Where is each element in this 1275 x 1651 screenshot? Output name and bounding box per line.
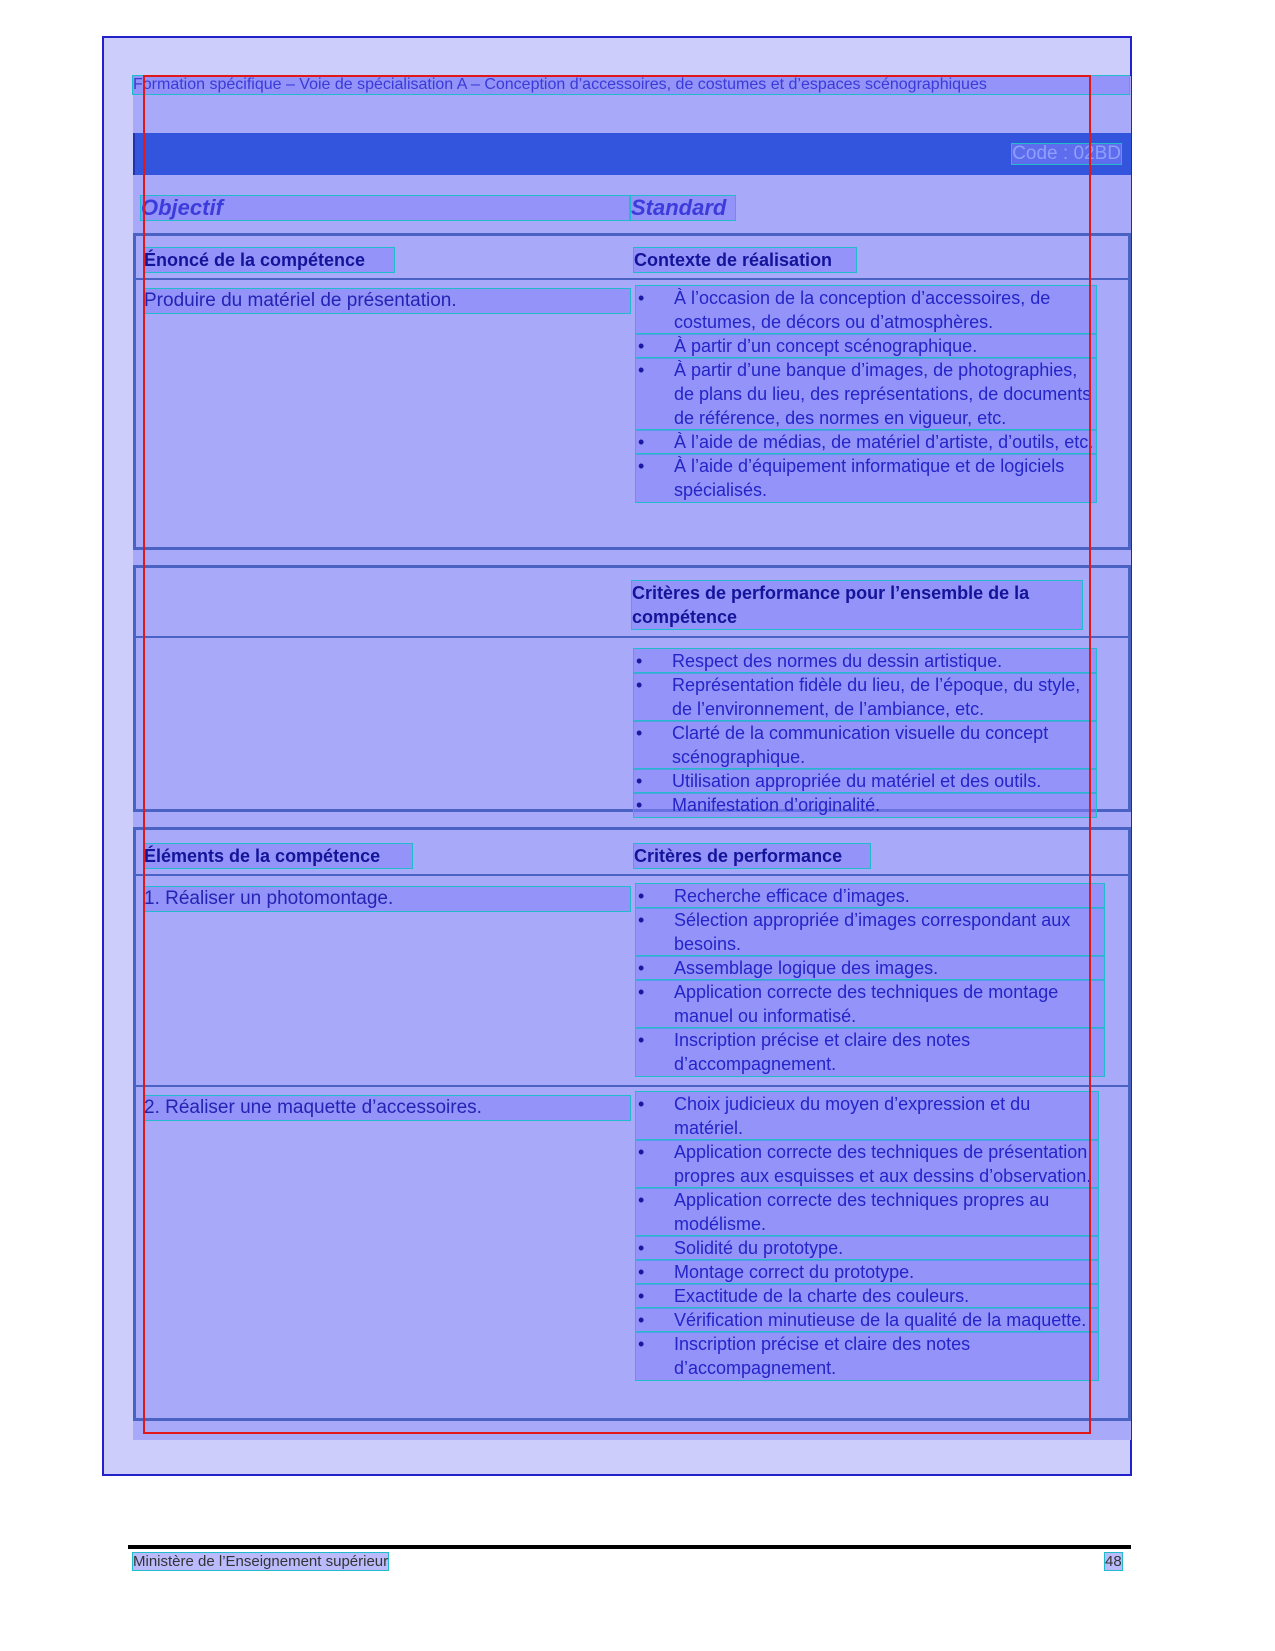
criteria-item: • Choix judicieux du moyen d’expression et du matériel. bbox=[636, 1092, 1098, 1140]
competency-code: Code : 02BD bbox=[1012, 143, 1121, 164]
criteria-item: • Assemblage logique des images. bbox=[636, 956, 1104, 980]
criteria-item: • Respect des normes du dessin artistique. bbox=[634, 649, 1096, 673]
criteria-item: • Application correcte des techniques de présentation propres aux esquisses et aux dessins d’observation. bbox=[636, 1140, 1098, 1188]
criteria-item: • Inscription précise et claire des notes d’accompagnement. bbox=[636, 1028, 1104, 1076]
criteria-item: • Clarté de la communication visuelle du concept scénographique. bbox=[634, 721, 1096, 769]
criteria-item: • Représentation fidèle du lieu, de l’époque, du style, de l’environnement, de l’ambiance, etc. bbox=[634, 673, 1096, 721]
criteria-item: • Vérification minutieuse de la qualité de la maquette. bbox=[636, 1308, 1098, 1332]
overall-criteria-list bbox=[634, 649, 1096, 817]
context-item: • À l’occasion de la conception d’accessoires, de costumes, de décors ou d’atmosphères. bbox=[636, 286, 1096, 334]
criteria-item: • Exactitude de la charte des couleurs. bbox=[636, 1284, 1098, 1308]
context-heading: Contexte de réalisation bbox=[634, 248, 856, 272]
footer-rule bbox=[128, 1545, 1131, 1549]
row-separator bbox=[136, 1085, 1128, 1087]
element-2-criteria-list bbox=[636, 1092, 1098, 1380]
running-header: Formation spécifique – Voie de spécialisation A – Conception d’accessoires, de costumes et d’espaces scénographiques bbox=[133, 76, 1129, 94]
element-1: 1. Réaliser un photomontage. bbox=[144, 887, 630, 911]
context-item: • À partir d’un concept scénographique. bbox=[636, 334, 1096, 358]
criteria-item: • Montage correct du prototype. bbox=[636, 1260, 1098, 1284]
footer-ministry: Ministère de l’Enseignement supérieur bbox=[133, 1553, 389, 1570]
performance-criteria-heading: Critères de performance bbox=[634, 844, 870, 868]
criteria-item: • Utilisation appropriée du matériel et des outils. bbox=[634, 769, 1096, 793]
competence-section bbox=[133, 233, 1131, 550]
criteria-item: • Solidité du prototype. bbox=[636, 1236, 1098, 1260]
code-bar bbox=[133, 133, 1131, 175]
criteria-item: • Manifestation d’originalité. bbox=[634, 793, 1096, 817]
competence-statement: Produire du matériel de présentation. bbox=[144, 289, 630, 313]
context-item: • À partir d’une banque d’images, de photographies, de plans du lieu, des représentations, de documents de référence, des normes en vigueur, etc. bbox=[636, 358, 1096, 430]
overall-criteria-section bbox=[133, 565, 1131, 815]
page-number: 48 bbox=[1105, 1553, 1122, 1570]
overall-criteria-heading: Critères de performance pour l’ensemble de la compétence bbox=[632, 581, 1082, 629]
element-1-criteria-list bbox=[636, 884, 1104, 1076]
criteria-item: • Sélection appropriée d’images correspondant aux besoins. bbox=[636, 908, 1104, 956]
element-2: 2. Réaliser une maquette d’accessoires. bbox=[144, 1096, 630, 1120]
elements-heading: Éléments de la compétence bbox=[144, 844, 412, 868]
criteria-item: • Application correcte des techniques de montage manuel ou informatisé. bbox=[636, 980, 1104, 1028]
context-list bbox=[636, 286, 1096, 502]
objective-column-title: Objectif bbox=[141, 196, 629, 220]
context-item: • À l’aide de médias, de matériel d’artiste, d’outils, etc. bbox=[636, 430, 1096, 454]
statement-heading: Énoncé de la compétence bbox=[144, 248, 394, 272]
elements-section bbox=[133, 827, 1131, 1421]
context-item: • À l’aide d’équipement informatique et de logiciels spécialisés. bbox=[636, 454, 1096, 502]
standard-column-title: Standard bbox=[631, 196, 735, 220]
criteria-item: • Inscription précise et claire des notes d’accompagnement. bbox=[636, 1332, 1098, 1380]
criteria-item: • Application correcte des techniques propres au modélisme. bbox=[636, 1188, 1098, 1236]
criteria-item: • Recherche efficace d’images. bbox=[636, 884, 1104, 908]
